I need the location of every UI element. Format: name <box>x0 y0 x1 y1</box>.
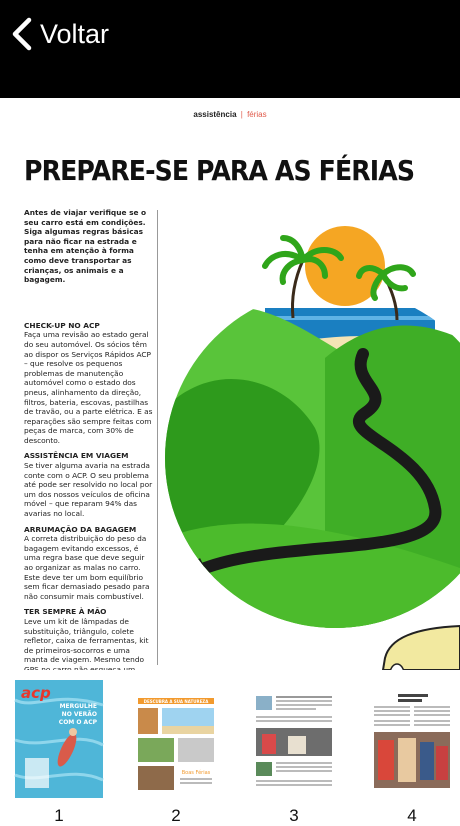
page-thumbnail-strip <box>0 670 460 825</box>
thumb-caption: Boas Férias <box>181 770 211 776</box>
breadcrumb <box>0 110 460 119</box>
section-body: A correta distribuição do peso da bagagem evitando excessos, é uma regra base que deve seguir ao organizar as malas no carro. Este deve ter um bom equilíbrio sem ficar demasiado pesado para não consumir mais combustível. <box>24 534 150 601</box>
page-thumbnail-image <box>250 680 338 798</box>
thumbnail-page-number: 4 <box>407 806 417 825</box>
page-thumbnail-image <box>132 680 220 798</box>
thumb-cover-text: NO VERÃO <box>61 711 97 718</box>
top-navigation-bar <box>0 0 460 98</box>
breadcrumb-section: assistência <box>193 110 237 119</box>
page-thumbnail-image <box>368 680 456 798</box>
section-body: Faça uma revisão ao estado geral do seu automóvel. Os sócios têm ao dispor os Serviços Rápidos ACP – que resolve os pequenos problemas de manutenção automóvel como o estado dos pneus, alinhamento da direção, filtros, bateria, escovas, pastilhas de travão, ou a parte elétrica. E as reparações são sempre feitas com peças de marca, com 30% de desconto. <box>24 330 153 445</box>
thumbnail-page-1[interactable] <box>15 680 103 825</box>
section-body: Se tiver alguma avaria na estrada conte com o ACP. O seu problema até pode ser resolvido no local por um dos nossos veículos de oficina móvel – que reparam 94% das avarias no local. <box>24 461 153 519</box>
article-intro: Antes de viajar verifique se o seu carro está em condições. Siga algumas regras básicas para não ficar na estrada e tenha em atenção à forma como deve transportar as crianças, os animais e a bagagem. <box>24 208 147 285</box>
thumbnail-page-2[interactable] <box>132 680 220 825</box>
breadcrumb-subsection: férias <box>247 110 267 119</box>
breadcrumb-separator: | <box>240 110 243 119</box>
back-button[interactable] <box>10 14 109 54</box>
thumb-cover-text: COM O ACP <box>58 719 97 726</box>
thumbnail-page-number: 1 <box>54 806 64 825</box>
thumb-cover-logo: acp <box>21 684 51 702</box>
section-heading: CHECK-UP NO ACP <box>24 320 100 330</box>
article-body <box>24 208 154 688</box>
thumbnail-page-number: 2 <box>171 806 181 825</box>
magazine-page[interactable] <box>0 98 460 670</box>
thumbnail-page-3[interactable] <box>250 680 338 825</box>
thumbnail-page-number: 3 <box>289 806 299 825</box>
chevron-left-icon <box>10 16 34 52</box>
section-heading: TER SEMPRE À MÃO <box>24 607 107 617</box>
thumb-cover-text: MERGULHE <box>59 703 97 710</box>
section-heading: ARRUMAÇÃO DA BAGAGEM <box>24 524 137 534</box>
article-title: PREPARE-SE PARA AS FÉRIAS <box>24 154 415 187</box>
section-heading: ASSISTÊNCIA EM VIAGEM <box>24 451 129 461</box>
column-divider <box>157 210 158 665</box>
magazine-cover-thumbnail <box>15 680 103 798</box>
back-button-label: Voltar <box>40 18 110 49</box>
road-trip-illustration <box>165 208 460 670</box>
thumb-header-text: DESCUBRA A SUA NATUREZA <box>143 699 209 704</box>
thumbnail-page-4[interactable] <box>368 680 456 825</box>
section-body: Leve um kit de lâmpadas de substituição, triângulo, colete refletor, caixa de ferramentas, kit de primeiros-socorros e uma manta de viagem. Mesmo tendo <box>24 616 149 665</box>
